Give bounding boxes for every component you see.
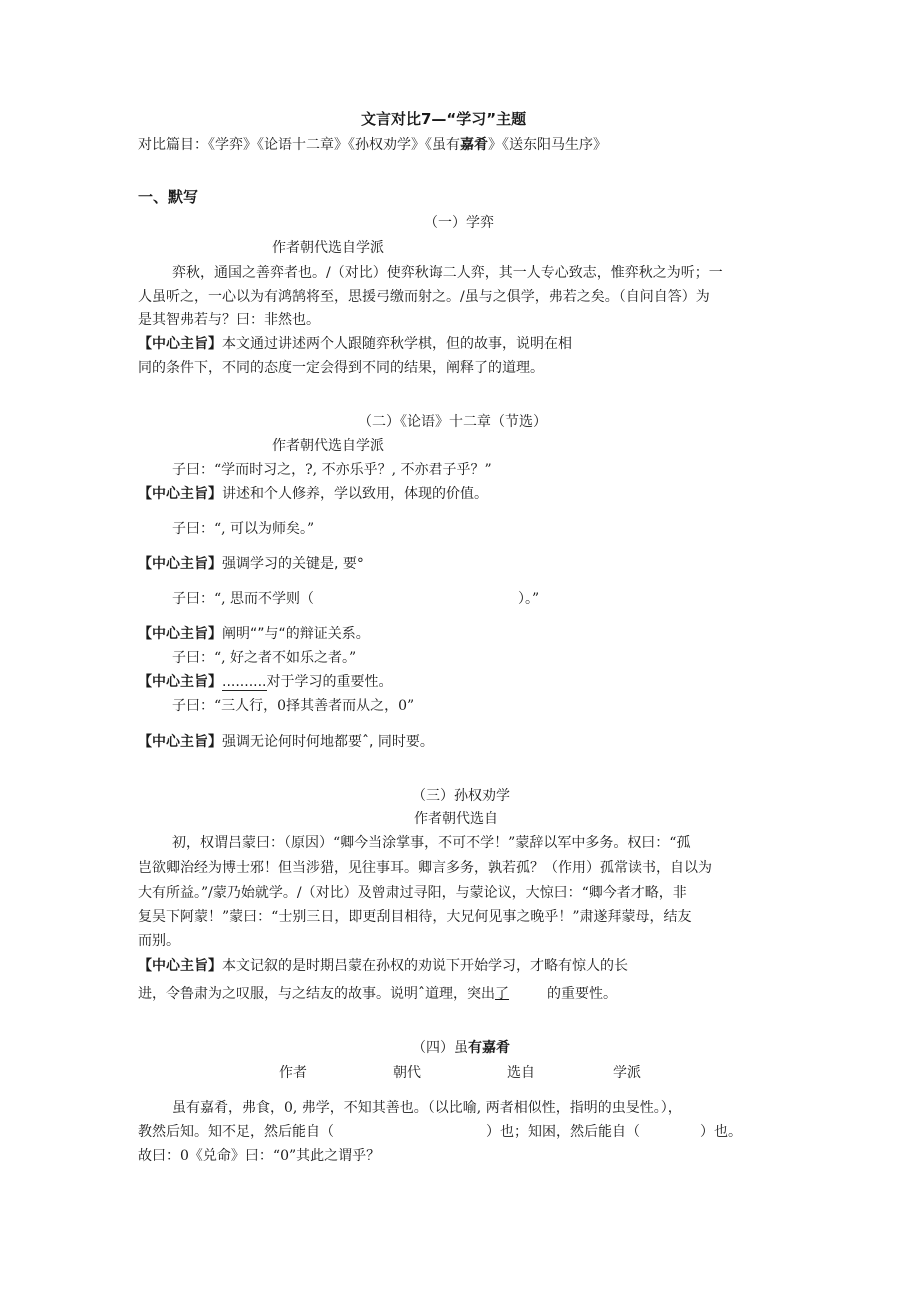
part3-author-line: 作者朝代选自	[414, 811, 498, 827]
part3-text-line: 而别。	[138, 933, 180, 949]
part4-text-line: 故曰：0《兑命》曰：“0”其此之谓乎？	[138, 1148, 381, 1164]
part2-quote-3b: ）。”	[518, 591, 540, 607]
part3-theme-cont	[138, 987, 617, 1001]
part3-text-line: 初，权谓吕蒙曰：（原因）“卿今当涂掌事，不可不学！”蒙辞以军中多务。权曰：“孤	[172, 835, 691, 851]
blank-underline: 了	[495, 986, 509, 1002]
part4-text-line: 教然后知。知不足，然后能自（	[138, 1124, 334, 1140]
page-title: 文言对比7—“学习”主题	[361, 110, 527, 128]
part2-quote-2: 子曰：“, 可以为师矣。”	[172, 521, 315, 537]
theme-text: 对于学习的重要性。	[266, 674, 393, 690]
part4-text-line: 虽有嘉肴，弗食，0, 弗学，不知其善也。（以比喻, 两者相似性，指明的虫旻性。），	[172, 1100, 682, 1116]
part2-theme-5	[138, 735, 434, 749]
part2-quote-5: 子曰：“三人行，0择其善者而从之，0”	[172, 698, 415, 714]
section-heading-dictation: 一、默写	[138, 188, 199, 206]
part2-quote-4: 子曰：“, 好之者不如乐之者。”	[172, 650, 357, 666]
part1-text-line: 是其智弗若与？曰：非然也。	[138, 312, 320, 328]
part1-text-line: 人虽听之，一心以为有鸿鹄将至，思援弓缴而射之。/虽与之俱学，弗若之矣。（自问自答）为	[138, 289, 710, 305]
part3-text-line: 复吴下阿蒙！”蒙曰：“士别三日，即更刮目相待，大兄何见事之晚乎！”肃遂拜蒙母，结友	[138, 909, 692, 925]
theme-text: 进，令鲁肃为之叹服，与之结友的故事。说明ˆ道理，突出	[138, 986, 495, 1002]
part2-theme-1	[138, 487, 488, 501]
theme-text: 本文通过讲述两个人跟随弈秋学棋，但的故事，说明在相	[222, 336, 572, 352]
theme-label: 【中心主旨】	[138, 626, 222, 642]
compare-list-prefix: 对比篇目：《学弈》《论语十二章》《孙权劝学》《虽有	[138, 137, 460, 153]
part4-dynasty: 朝代	[393, 1065, 421, 1081]
theme-text: 讲述和个人修养，学以致用，体现的价值。	[222, 486, 488, 502]
theme-label: 【中心主旨】	[138, 486, 222, 502]
part4-source: 选自	[507, 1065, 535, 1081]
part3-heading: （三）孙权劝学	[412, 788, 510, 804]
part2-quote-3a: 子曰：“, 思而不学则（	[172, 591, 315, 607]
part2-theme-3	[138, 627, 370, 641]
part3-theme	[138, 959, 628, 973]
part4-author: 作者	[279, 1065, 307, 1081]
theme-label: 【中心主旨】	[138, 556, 222, 572]
theme-label: 【中心主旨】	[138, 336, 222, 352]
part4-text-line: ）也；知困，然后能自（	[486, 1124, 640, 1140]
theme-label: 【中心主旨】	[138, 958, 222, 974]
theme-text: 强调学习的关键是, 要°	[222, 556, 364, 572]
part2-heading: （二）《论语》十二章（节选）	[358, 414, 547, 430]
part1-author-line: 作者朝代选自学派	[272, 240, 384, 256]
theme-label: 【中心主旨】	[138, 734, 222, 750]
part4-heading-bold: 有嘉肴	[468, 1040, 510, 1056]
part2-author-line: 作者朝代选自学派	[272, 438, 384, 454]
part2-theme-4	[138, 675, 393, 689]
compare-list	[138, 138, 607, 152]
part1-heading: （一）学弈	[424, 215, 494, 231]
theme-text: 阐明“”与“的辩证关系。	[222, 626, 370, 642]
part4-text-line: ）也。	[700, 1124, 742, 1140]
compare-list-bold: 嘉肴	[460, 137, 488, 153]
part1-theme-cont: 同的条件下，不同的态度一定会得到不同的结果，阐释了的道理。	[138, 360, 544, 376]
theme-text: 强调无论何时何地都要ˆ, 同时要。	[222, 734, 434, 750]
part3-text-line: 岂欲卿治经为博士邪！但当涉猎，见往事耳。卿言多务，孰若孤？（作用）孤常读书，自以为	[138, 860, 712, 876]
part1-theme	[138, 337, 572, 351]
theme-text: 的重要性。	[547, 986, 617, 1002]
theme-text: 本文记叙的是时期吕蒙在孙权的劝说下开始学习，才略有惊人的长	[222, 958, 628, 974]
theme-label: 【中心主旨】	[138, 674, 222, 690]
part4-school: 学派	[613, 1065, 641, 1081]
part4-heading-prefix: （四）虽	[412, 1040, 468, 1056]
part2-quote-1: 子曰：“学而时习之，?, 不亦乐乎？, 不亦君子乎？”	[172, 462, 492, 478]
part1-text-line: 弈秋，通国之善弈者也。/（对比）使弈秋诲二人弈，其一人专心致志，惟弈秋之为听；一	[172, 265, 723, 281]
compare-list-suffix: 》《送东阳马生序》	[488, 137, 607, 153]
blank-dots: ..........	[222, 674, 267, 690]
part4-heading	[412, 1041, 510, 1055]
part2-theme-2	[138, 557, 364, 571]
part3-text-line: 大有所益。”/蒙乃始就学。/（对比）及曾肃过寻阳，与蒙论议，大惊曰：“卿今者才略，非	[138, 885, 687, 901]
